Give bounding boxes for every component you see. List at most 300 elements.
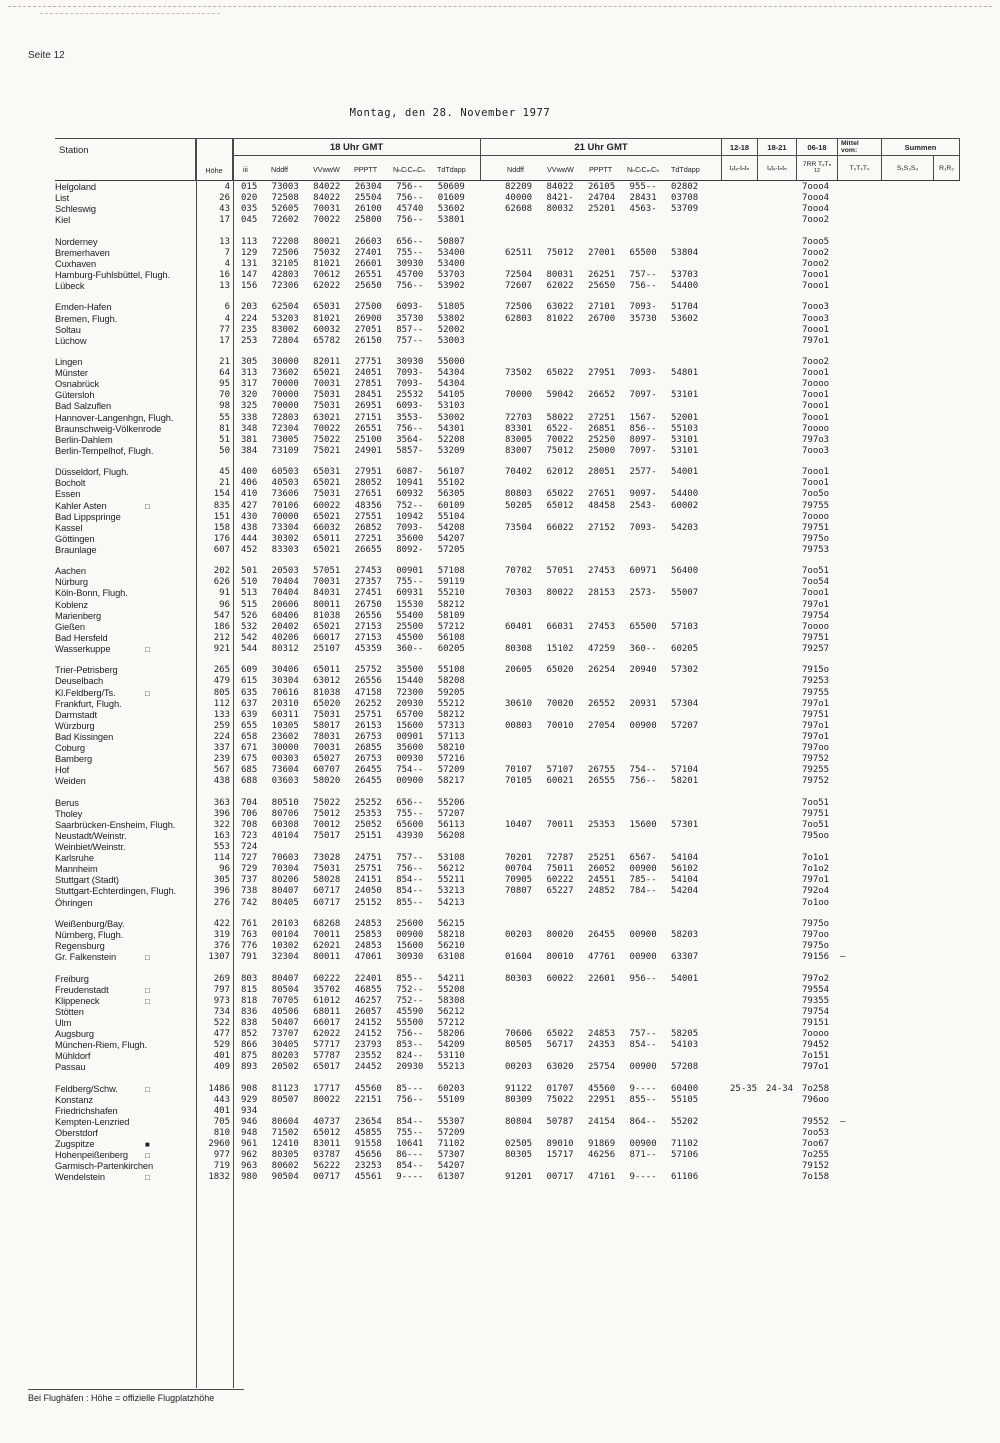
obs-18gmt-value: 338 72803 63021 27151 3553- 53002 — [241, 412, 465, 423]
summen-s-value — [882, 600, 934, 611]
summen-r-value — [934, 699, 960, 710]
temp-12-18-value — [722, 545, 758, 556]
summen-r-value — [934, 588, 960, 599]
temp-18-21-value — [758, 259, 797, 270]
temp-12-18-value — [722, 974, 758, 985]
temp-18-21-value — [758, 314, 797, 325]
hoehe-value: 151 — [213, 511, 230, 522]
clouds-label-21: NₕCₗCₘCₕ — [627, 165, 660, 174]
obs-18gmt-value: 015 73003 84022 26304 756-- 50609 — [241, 182, 465, 192]
mittel-value — [838, 611, 882, 622]
mittel-value — [838, 489, 882, 500]
summen-s-value — [882, 809, 934, 820]
temp-12-18-value — [722, 1128, 758, 1139]
temp-12-18-value — [722, 401, 758, 412]
obs-18gmt-value: 544 80312 25107 45359 360-- 60205 — [241, 643, 465, 654]
summen-r-value — [934, 1117, 960, 1128]
temp-12-18-value — [722, 1018, 758, 1029]
temp-12-18-value — [722, 413, 758, 424]
temp-18-21-value — [758, 270, 797, 281]
station-name — [55, 1040, 196, 1051]
summen-s-value — [882, 919, 934, 930]
obs-21gmt-value — [481, 919, 722, 930]
obs-18gmt-value: 948 71502 65012 45855 755-- 57209 — [241, 1128, 465, 1139]
temp-12-18-value — [722, 501, 758, 512]
obs-21gmt-value — [481, 357, 722, 368]
station-name-text: Hohenpeißenberg — [55, 1150, 128, 1161]
hoehe-value: 64 — [219, 368, 230, 379]
obs-18gmt-value: 406 40503 65021 28052 10941 55102 — [241, 478, 465, 489]
summen-r-value — [934, 325, 960, 336]
temp-12-18-value — [722, 435, 758, 446]
temp-12-18-value — [722, 985, 758, 996]
table-header — [55, 138, 960, 181]
hoehe-value: 70 — [219, 390, 230, 401]
table-row — [55, 996, 960, 1007]
summen-r-value — [934, 974, 960, 985]
station-name — [55, 424, 196, 435]
mittel-value — [838, 314, 882, 325]
station-name-text: Nürburg — [55, 577, 88, 588]
temp-12-18-value — [722, 831, 758, 842]
summen-s-value — [882, 237, 934, 248]
station-name — [55, 853, 196, 864]
rr-txtn-value: 7ooo1 — [802, 324, 830, 335]
mittel-value — [838, 930, 882, 941]
temp-18-21-value — [758, 853, 797, 864]
station-name — [55, 1007, 196, 1018]
hoehe-value: 401 — [213, 1051, 230, 1062]
obs-18gmt-value: 609 30406 65011 25752 35500 55108 — [241, 665, 465, 676]
mittel-value — [838, 633, 882, 644]
hoehe-value: 921 — [213, 643, 230, 654]
summen-s-value — [882, 996, 934, 1007]
obs-18gmt-value: 156 72306 62022 25650 756-- 53902 — [241, 281, 465, 292]
mittel-value — [838, 302, 882, 313]
summen-r-value — [934, 665, 960, 676]
obs-18gmt-value: 658 23602 78031 26753 00901 57113 — [241, 731, 465, 742]
station-name — [55, 622, 196, 633]
summen-r-value — [934, 215, 960, 226]
mittel-value — [838, 467, 882, 478]
obs-18gmt-value: 738 80407 60717 24050 854-- 53213 — [241, 886, 465, 897]
summen-r-value — [934, 941, 960, 952]
ppptt-label-18: PPPTT — [354, 165, 378, 174]
station-name — [55, 446, 196, 457]
temp-18-21-value — [758, 754, 797, 765]
mittel-value — [838, 259, 882, 270]
hoehe-value: 96 — [219, 864, 230, 875]
table-row — [55, 259, 960, 270]
station-name — [55, 886, 196, 897]
station-name-text: Gießen — [55, 621, 85, 632]
station-name-text: List — [55, 193, 70, 204]
obs-18gmt-value: 635 70616 81038 47158 72300 59205 — [241, 687, 465, 698]
summen-s-value — [882, 974, 934, 985]
table-row — [55, 688, 960, 699]
temp-18-21-value — [758, 820, 797, 831]
hoehe-value: 1486 — [208, 1083, 230, 1094]
table-row — [55, 699, 960, 710]
col-subheader-mittel — [838, 156, 882, 180]
obs-18gmt-value: 430 70000 65021 27551 10942 55104 — [241, 511, 465, 522]
rr-txtn-value: 7975o — [802, 918, 830, 929]
obs-18gmt-value: 224 53203 81021 26900 35730 53802 — [241, 313, 465, 324]
hoehe-value: 797 — [213, 984, 230, 995]
temp-12-18-value — [722, 1161, 758, 1172]
mittel-value — [838, 974, 882, 985]
txtn-label-2: tₓtₓ-tₙtₙ — [767, 165, 787, 172]
station-name-text: Deuselbach — [55, 676, 104, 687]
station-name — [55, 1095, 196, 1106]
obs-18gmt-value: 438 73304 66032 26852 7093- 54208 — [241, 522, 465, 533]
station-name-text: Lüchow — [55, 335, 87, 346]
station-name — [55, 193, 196, 204]
station-name-text: Emden-Hafen — [55, 302, 112, 313]
obs-21gmt-value — [481, 732, 722, 743]
hoehe-value: 479 — [213, 676, 230, 687]
station-name-text: Mühldorf — [55, 1051, 91, 1062]
rr-txtn-value: 79151 — [802, 1017, 830, 1028]
nddff-label-21: Nddff — [507, 165, 525, 174]
obs-21gmt-value — [481, 379, 722, 390]
obs-18gmt-value: 637 20310 65020 26252 20930 55212 — [241, 698, 465, 709]
station-name-text: Braunlage — [55, 544, 97, 555]
table-row — [55, 182, 960, 193]
summen-r-value — [934, 248, 960, 259]
rr-txtn-value: 7975o — [802, 941, 830, 952]
col-subheader-summen-r — [934, 156, 960, 180]
station-name-text: Marienberg — [55, 610, 102, 621]
obs-18gmt-value: 929 80507 80022 22151 756-- 55109 — [241, 1094, 465, 1105]
temp-12-18-value — [722, 665, 758, 676]
station-name — [55, 1172, 196, 1183]
temp-18-21-value — [758, 985, 797, 996]
obs-21gmt-value — [481, 996, 722, 1007]
hoehe-value: 396 — [213, 808, 230, 819]
rr-txtn-value: 7ooo4 — [802, 182, 830, 192]
station-name — [55, 776, 196, 787]
summen-r-value — [934, 864, 960, 875]
summen-r-value — [934, 368, 960, 379]
station-name-text: Augsburg — [55, 1029, 94, 1040]
table-row — [55, 842, 960, 853]
obs-21gmt-value: 72504 80031 26251 757-- 53703 — [505, 269, 699, 280]
temp-18-21-value — [758, 676, 797, 687]
temp-18-21-value — [758, 512, 797, 523]
summen-s-value — [882, 1161, 934, 1172]
rr-txtn-value: 7oo51 — [802, 819, 830, 830]
obs-21gmt-value — [481, 336, 722, 347]
temp-12-18-value — [722, 489, 758, 500]
temp-18-21-value — [758, 765, 797, 776]
t3-label: TₛTₛTₛ — [849, 165, 870, 172]
hoehe-value: 17 — [219, 215, 230, 226]
station-name — [55, 941, 196, 952]
table-row — [55, 809, 960, 820]
station-name — [55, 1062, 196, 1073]
station-name-text: Passau — [55, 1062, 86, 1073]
temp-12-18-value — [722, 798, 758, 809]
mittel-value — [838, 1051, 882, 1062]
station-name — [55, 1029, 196, 1040]
col-subheader-12-18 — [722, 156, 758, 180]
mittel-value — [838, 732, 882, 743]
summen-r-value — [934, 952, 960, 963]
tdtd-label-21: TdTdapp — [671, 165, 700, 174]
summen-s-value — [882, 644, 934, 655]
hoehe-value: 7 — [224, 247, 230, 258]
mittel-value — [838, 588, 882, 599]
temp-12-18-value: 25-35 — [730, 1083, 758, 1094]
station-name — [55, 898, 196, 909]
temp-18-21-value — [758, 809, 797, 820]
rr-txtn-value: 7ooo1 — [802, 269, 830, 280]
summen-s-value — [882, 754, 934, 765]
obs-18gmt-value: 515 20606 80011 26750 15530 58212 — [241, 599, 465, 610]
summen-s-value — [882, 588, 934, 599]
temp-12-18-value — [722, 853, 758, 864]
obs-18gmt-value: 727 70603 73028 24751 757-- 53108 — [241, 853, 465, 864]
rr-txtn-value: 797oo — [802, 930, 830, 940]
summen-r-value — [934, 566, 960, 577]
station-name-text: Aachen — [55, 566, 86, 577]
mittel-value — [838, 765, 882, 776]
table-row — [55, 1084, 960, 1095]
temp-12-18-value — [722, 566, 758, 577]
mittel-value — [838, 1095, 882, 1106]
table-row — [55, 633, 960, 644]
obs-18gmt-value: 035 52605 70031 26100 45740 53602 — [241, 204, 465, 215]
obs-21gmt-value — [481, 676, 722, 687]
station-name — [55, 743, 196, 754]
rr-txtn-value — [797, 842, 838, 853]
station-name-text: Soltau — [55, 324, 81, 335]
obs-21gmt-value — [481, 1007, 722, 1018]
obs-18gmt-value: 020 72508 84022 25504 756-- 01609 — [241, 193, 465, 204]
obs-18gmt-value: 542 40206 66017 27153 45500 56108 — [241, 632, 465, 643]
obs-18gmt-value: 763 00104 70011 25853 00900 58218 — [241, 930, 465, 940]
table-row — [55, 710, 960, 721]
station-name — [55, 215, 196, 226]
hoehe-value: 176 — [213, 533, 230, 544]
table-row — [55, 577, 960, 588]
station-name-text: Bad Salzuflen — [55, 401, 112, 412]
station-name-text: Frankfurt, Flugh. — [55, 698, 122, 709]
summen-s-value — [882, 886, 934, 897]
obs-18gmt-value: 836 40506 68011 26057 45590 56212 — [241, 1006, 465, 1017]
summen-r-value — [934, 688, 960, 699]
rr-txtn-value: 7oooo — [802, 423, 830, 434]
table-row — [55, 281, 960, 292]
station-name-text: Weiden — [55, 776, 86, 787]
obs-18gmt-value: 410 73606 75031 27651 60932 56305 — [241, 489, 465, 500]
obs-18gmt-value: 129 72506 75032 27401 755-- 53400 — [241, 247, 465, 258]
label-12-18: 12-18 — [729, 142, 750, 152]
summen-s-value — [882, 1029, 934, 1040]
obs-21gmt-value: 80804 50787 24154 864-- 55202 — [505, 1117, 699, 1127]
mittel-value — [838, 754, 882, 765]
station-name-text: Norderney — [55, 236, 98, 247]
station-group — [55, 798, 960, 909]
summen-r-value — [934, 853, 960, 864]
obs-18gmt-value: 113 72208 80021 26603 656-- 50807 — [241, 236, 465, 247]
obs-18gmt-value: 708 60308 70012 25052 65600 56113 — [241, 819, 465, 830]
hoehe-value: 529 — [213, 1040, 230, 1051]
table-row — [55, 864, 960, 875]
station-name-text: Berlin-Dahlem — [55, 434, 113, 445]
table-row — [55, 424, 960, 435]
summen-s-value — [882, 1007, 934, 1018]
station-name-text: Bremen, Flugh. — [55, 313, 118, 324]
temp-12-18-value — [722, 710, 758, 721]
temp-12-18-value — [722, 754, 758, 765]
table-row — [55, 336, 960, 347]
station-symbol-icon: ■ — [145, 1140, 150, 1150]
station-name-text: Lübeck — [55, 281, 85, 292]
summen-s-value — [882, 633, 934, 644]
obs-21gmt-value — [481, 985, 722, 996]
temp-12-18-value — [722, 193, 758, 204]
summen-s-value — [882, 710, 934, 721]
obs-21gmt-value — [481, 611, 722, 622]
obs-21gmt-value: 73504 66022 27152 7093- 54203 — [505, 522, 699, 533]
mittel-value — [838, 566, 882, 577]
mittel-value — [838, 1128, 882, 1139]
hoehe-value: 51 — [219, 434, 230, 445]
summen-r-value — [934, 534, 960, 545]
obs-21gmt-value: 20605 65020 26254 20940 57302 — [505, 665, 699, 676]
obs-21gmt-value — [481, 633, 722, 644]
temp-12-18-value — [722, 644, 758, 655]
mittel-value — [838, 1139, 882, 1150]
rr-txtn-value: 797o2 — [802, 973, 830, 984]
station-group — [55, 1084, 960, 1184]
obs-18gmt-value: 875 80203 57787 23552 824-- 53110 — [241, 1051, 465, 1062]
summen-s-value — [882, 390, 934, 401]
obs-18gmt-value: 253 72804 65782 26150 757-- 53003 — [241, 335, 465, 346]
temp-18-21-value — [758, 633, 797, 644]
summen-s-value — [882, 523, 934, 534]
mittel-value — [838, 237, 882, 248]
mittel-value — [838, 898, 882, 909]
rr-txtn-value: 79152 — [802, 1161, 830, 1172]
hoehe-value: 322 — [213, 819, 230, 830]
summen-s-value — [882, 1051, 934, 1062]
table-row — [55, 248, 960, 259]
station-name — [55, 478, 196, 489]
rr-txtn-value: 7ooo2 — [802, 357, 830, 368]
obs-21gmt-value: 70201 72787 25251 6567- 54104 — [505, 853, 699, 864]
summen-r-value — [934, 930, 960, 941]
station-name — [55, 512, 196, 523]
summen-s-value — [882, 930, 934, 941]
obs-18gmt-value: 305 30000 82011 27751 30930 55000 — [241, 357, 465, 368]
station-name-text: Koblenz — [55, 599, 88, 610]
mittel-value — [838, 248, 882, 259]
rr-txtn-value: 7oo67 — [802, 1139, 830, 1150]
summen-s-value — [882, 875, 934, 886]
rr-txtn-value: 797o1 — [802, 720, 830, 731]
temp-12-18-value — [722, 676, 758, 687]
summen-s-value — [882, 413, 934, 424]
summen-r-value — [934, 1106, 960, 1117]
table-row — [55, 523, 960, 534]
table-row — [55, 611, 960, 622]
summen-r-value — [934, 1128, 960, 1139]
hoehe-value: 91 — [219, 588, 230, 599]
scan-artifact-top — [8, 6, 992, 7]
table-row — [55, 898, 960, 909]
rr-txtn-value: 79452 — [802, 1040, 830, 1051]
col-header-summen — [882, 139, 960, 156]
summen-s-value — [882, 259, 934, 270]
rr-txtn-value: 796oo — [802, 1094, 830, 1105]
obs-18gmt-value: 838 50407 66017 24152 55500 57212 — [241, 1017, 465, 1028]
temp-18-21-value — [758, 1095, 797, 1106]
table-row — [55, 1117, 960, 1128]
obs-21gmt-value — [481, 534, 722, 545]
summen-r-value — [934, 523, 960, 534]
table-row — [55, 952, 960, 963]
obs-21gmt-value — [481, 325, 722, 336]
table-row — [55, 1007, 960, 1018]
obs-21gmt-value: 91122 01707 45560 9---- 60400 — [505, 1083, 699, 1094]
table-row — [55, 512, 960, 523]
temp-12-18-value — [722, 1150, 758, 1161]
mittel-value — [838, 357, 882, 368]
station-name — [55, 314, 196, 325]
summen-s-value — [882, 534, 934, 545]
hoehe-value: 2960 — [208, 1139, 230, 1150]
hoehe-value: 305 — [213, 875, 230, 886]
rr-txtn-value: 79355 — [802, 995, 830, 1006]
obs-21gmt-value: 80803 65022 27651 9097- 54400 — [505, 489, 699, 500]
mittel-value — [838, 534, 882, 545]
hoehe-value: 409 — [213, 1062, 230, 1073]
table-row — [55, 368, 960, 379]
summen-r-value — [934, 182, 960, 193]
station-name — [55, 390, 196, 401]
obs-21gmt-value: 83007 75012 25000 7097- 53101 — [505, 445, 699, 456]
obs-21gmt-value — [481, 577, 722, 588]
station-name-text: Stuttgart-Echterdingen, Flugh. — [55, 886, 177, 897]
obs-18gmt-value: 513 70404 84031 27451 60931 55210 — [241, 588, 465, 599]
mittel-value — [838, 390, 882, 401]
temp-12-18-value — [722, 325, 758, 336]
rr-txtn-value: 7oo5o — [802, 489, 830, 500]
temp-12-18-value — [722, 864, 758, 875]
table-row — [55, 467, 960, 478]
obs-18gmt-value: 532 20402 65021 27153 25500 57212 — [241, 621, 465, 632]
mittel-value: – — [840, 952, 846, 963]
rr-txtn-value: 797o1 — [802, 1062, 830, 1073]
station-name — [55, 710, 196, 721]
temp-18-21-value — [758, 182, 797, 193]
hoehe-value: 114 — [213, 853, 230, 864]
hoehe-value: 553 — [213, 842, 230, 853]
table-row — [55, 875, 960, 886]
col-subheader-21gmt — [481, 156, 722, 180]
hoehe-value: 16 — [219, 269, 230, 280]
rr-txtn-value: 797o1 — [802, 875, 830, 886]
mittel-value — [838, 401, 882, 412]
summen-s-value — [882, 732, 934, 743]
station-name — [55, 302, 196, 313]
table-row — [55, 478, 960, 489]
station-name — [55, 281, 196, 292]
obs-21gmt-value: 70702 57051 27453 60971 56400 — [505, 566, 699, 577]
